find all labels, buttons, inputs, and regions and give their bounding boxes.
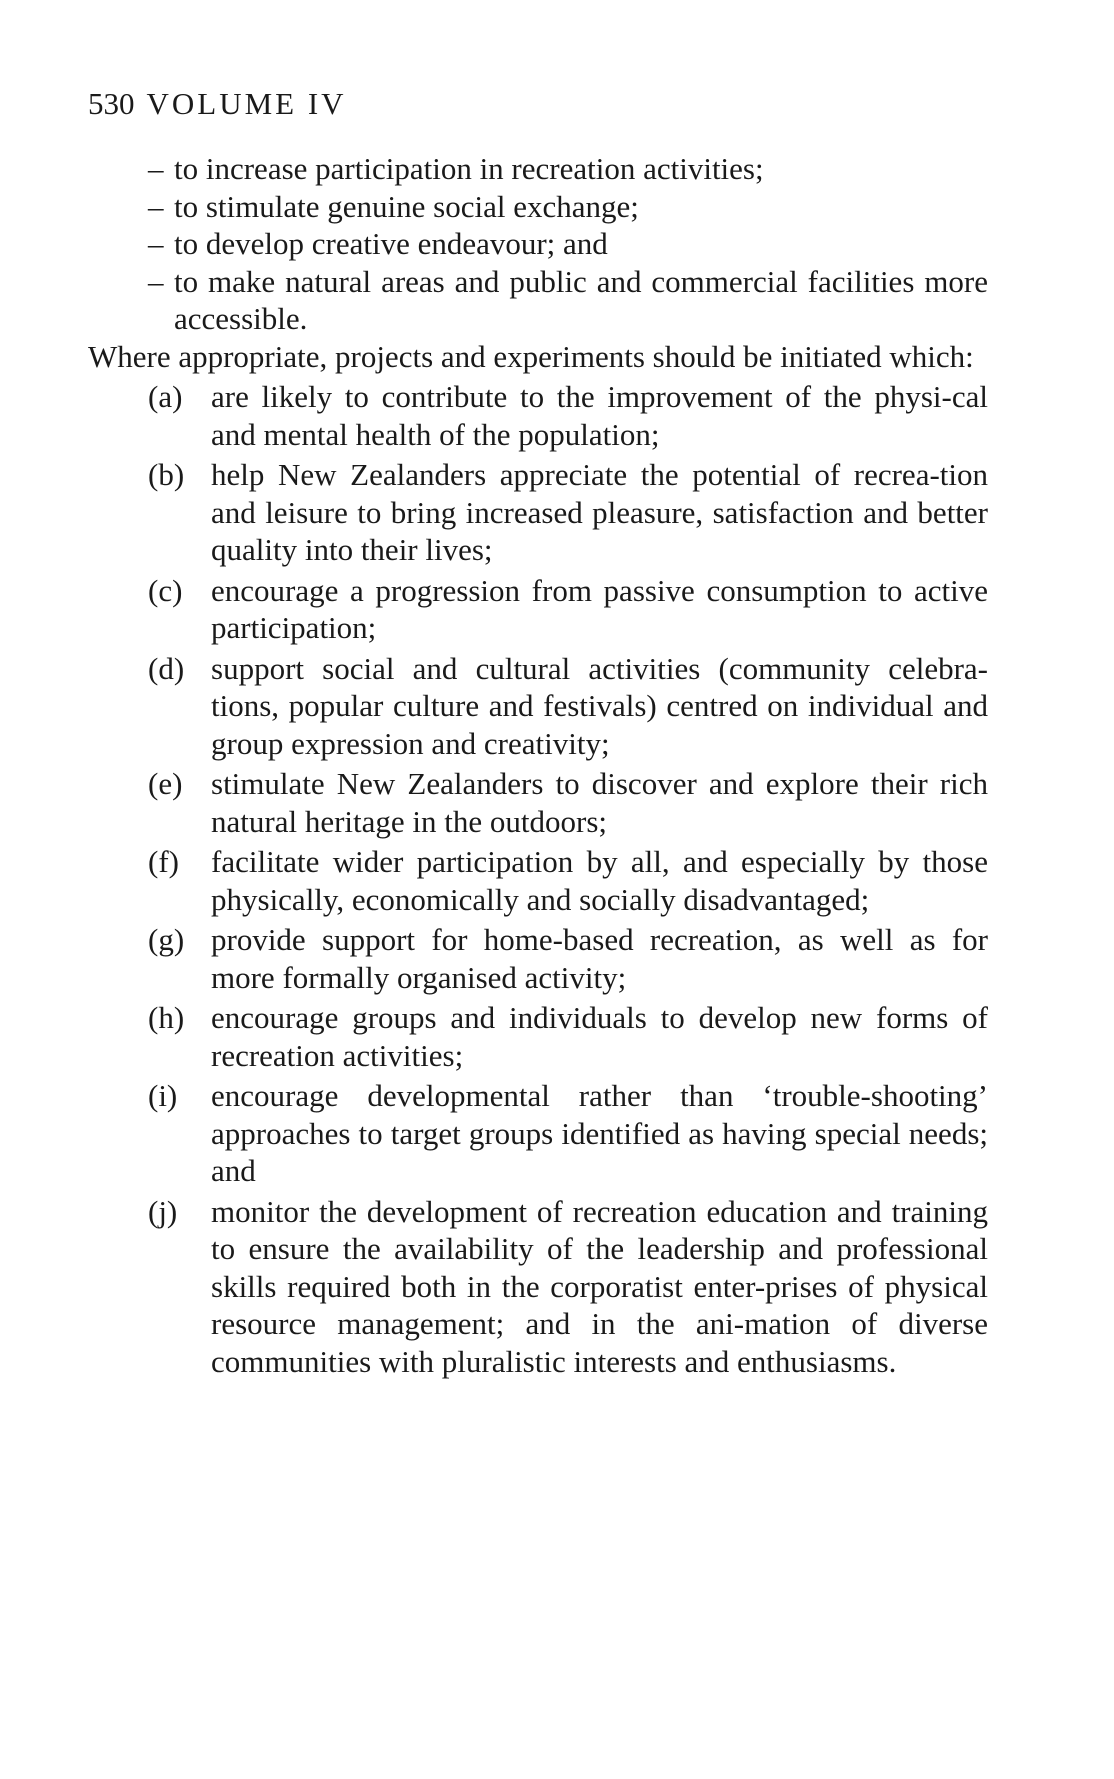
body-text [88, 150, 988, 1380]
item-text: facilitate wider participation by all, and especially by those physically, economically and socially disadvantaged; [211, 844, 988, 917]
item-label: (f) [148, 844, 179, 879]
volume-title: VOLUME IV [146, 86, 347, 121]
dash-bullet: – [148, 151, 164, 186]
item-label: (g) [148, 922, 185, 957]
item-label: (a) [148, 379, 183, 414]
item-label: (j) [148, 1193, 178, 1229]
item-label: (d) [148, 650, 185, 686]
list-item [88, 188, 988, 226]
list-item-h [88, 999, 988, 1074]
item-text: monitor the development of recreation education and training to ensure the availability of the leadership and professional skills required both in the corporatist enter-prises of physical resource management; and in the ani-mation of diverse communities with pluralistic interests and enthusiasms. [211, 1193, 988, 1379]
dash-list [88, 150, 988, 338]
dash-bullet: – [148, 188, 164, 224]
item-text: encourage a progression from passive consumption to active participation; [211, 572, 988, 645]
list-item-a [88, 378, 988, 453]
list-item-f [88, 843, 988, 918]
item-text: are likely to contribute to the improvement of the physi-cal and mental health of the population; [211, 379, 988, 452]
lettered-list [88, 378, 988, 1380]
item-text: stimulate New Zealanders to discover and explore their rich natural heritage in the outdoors; [211, 766, 988, 839]
list-item-j [88, 1193, 988, 1381]
list-item-text: to increase participation in recreation activities; [174, 151, 764, 186]
list-item-e [88, 765, 988, 840]
item-label: (h) [148, 1000, 185, 1035]
item-label: (b) [148, 457, 185, 492]
list-item [88, 225, 988, 263]
item-text: encourage groups and individuals to develop new forms of recreation activities; [211, 1000, 988, 1073]
page-number: 530 [88, 86, 135, 121]
list-item [88, 263, 988, 338]
item-label: (c) [148, 572, 183, 608]
item-label: (i) [148, 1078, 178, 1113]
list-item-text: to develop creative endeavour; and [174, 226, 608, 261]
list-item [88, 150, 988, 188]
running-head [88, 86, 347, 122]
list-item-g [88, 921, 988, 996]
list-item-b [88, 456, 988, 569]
list-item-i [88, 1077, 988, 1190]
item-label: (e) [148, 766, 183, 801]
list-item-d [88, 650, 988, 763]
dash-bullet: – [148, 226, 164, 261]
item-text: support social and cultural activities (community celebra-tions, popular culture and festivals) centred on individual and group expression and creativity; [211, 650, 988, 761]
intro-paragraph: Where appropriate, projects and experiments should be initiated which: [88, 338, 974, 374]
item-text: provide support for home-based recreation, as well as for more formally organised activity; [211, 922, 988, 995]
list-item-text: to make natural areas and public and commercial facilities more accessible. [174, 263, 988, 336]
list-item-text: to stimulate genuine social exchange; [174, 188, 639, 224]
dash-bullet: – [148, 263, 164, 299]
list-item-c [88, 572, 988, 647]
item-text: encourage developmental rather than ‘trouble-shooting’ approaches to target groups identified as having special needs; and [211, 1078, 988, 1188]
item-text: help New Zealanders appreciate the potential of recrea-tion and leisure to bring increased pleasure, satisfaction and better quality into their lives; [211, 457, 988, 567]
